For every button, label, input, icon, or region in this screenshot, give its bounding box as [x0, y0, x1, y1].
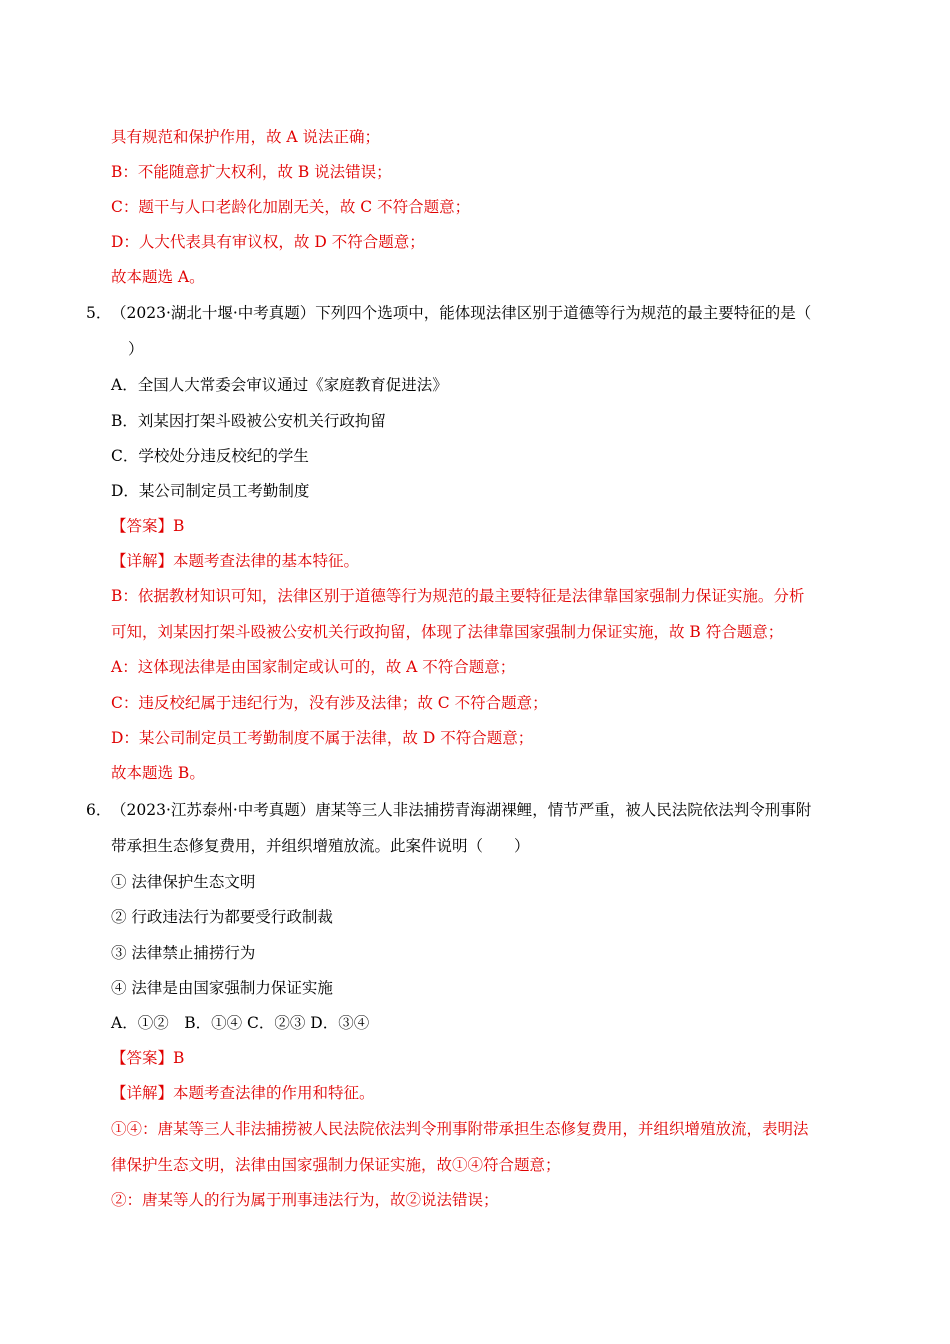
- q6-statement-3: ③ 法律禁止捕捞行为: [111, 944, 256, 962]
- q5-analysis-line-1: B：依据教材知识可知，法律区别于道德等行为规范的最主要特征是法律靠国家强制力保证实施。分析: [111, 587, 805, 605]
- q5-option-c: C．学校处分违反校纪的学生: [111, 447, 309, 465]
- q6-statement-1: ① 法律保护生态文明: [111, 873, 256, 891]
- q5-number: 5．: [86, 304, 112, 322]
- q5-detail: 【详解】本题考查法律的基本特征。: [111, 552, 360, 570]
- q5-analysis-conclusion: 故本题选 B。: [111, 764, 205, 782]
- q6-statement-2: ② 行政违法行为都要受行政制裁: [111, 908, 333, 926]
- q6-statement-4: ④ 法律是由国家强制力保证实施: [111, 979, 333, 997]
- q6-analysis-line-1: ①④：唐某等三人非法捕捞被人民法院依法判令刑事附带承担生态修复费用，并组织增殖放流，表明法: [111, 1120, 809, 1138]
- q5-option-a: A．全国人大常委会审议通过《家庭教育促进法》: [111, 376, 448, 394]
- q6-analysis-line-3: ②：唐某等人的行为属于刑事违法行为，故②说法错误；: [111, 1191, 499, 1209]
- q6-stem-line-1: （2023·江苏泰州·中考真题）唐某等三人非法捕捞青海湖裸鲤，情节严重，被人民法院依法判令刑事附: [111, 801, 812, 819]
- q5-stem-line-2: ）: [128, 340, 144, 358]
- q5-answer: 【答案】B: [111, 517, 185, 535]
- q6-detail: 【详解】本题考查法律的作用和特征。: [111, 1084, 375, 1102]
- q5-option-d: D．某公司制定员工考勤制度: [111, 482, 310, 500]
- q6-answer: 【答案】B: [111, 1049, 185, 1067]
- prev-analysis-line-2: B：不能随意扩大权利，故 B 说法错误；: [111, 163, 392, 181]
- q6-number: 6．: [86, 801, 112, 819]
- q5-analysis-line-3: A：这体现法律是由国家制定或认可的，故 A 不符合题意；: [111, 658, 516, 676]
- prev-analysis-line-4: D：人大代表具有审议权，故 D 不符合题意；: [111, 233, 425, 251]
- q6-stem-line-2: 带承担生态修复费用，并组织增殖放流。此案件说明（ ）: [111, 837, 530, 855]
- prev-analysis-line-1: 具有规范和保护作用，故 A 说法正确；: [111, 128, 381, 146]
- q5-analysis-line-2: 可知，刘某因打架斗殴被公安机关行政拘留，体现了法律靠国家强制力保证实施，故 B 符合题意；: [111, 623, 784, 641]
- q5-option-b: B．刘某因打架斗殴被公安机关行政拘留: [111, 412, 386, 430]
- q6-options: A．①② B．①④ C．②③ D．③④: [111, 1014, 370, 1032]
- q5-stem-line-1: （2023·湖北十堰·中考真题）下列四个选项中，能体现法律区别于道德等行为规范的最主要特征的是（: [111, 304, 812, 322]
- q5-analysis-line-4: C：违反校纪属于违纪行为，没有涉及法律；故 C 不符合题意；: [111, 694, 548, 712]
- q6-analysis-line-2: 律保护生态文明，法律由国家强制力保证实施，故①④符合题意；: [111, 1156, 561, 1174]
- prev-analysis-line-3: C：题干与人口老龄化加剧无关，故 C 不符合题意；: [111, 198, 471, 216]
- q5-analysis-line-5: D：某公司制定员工考勤制度不属于法律，故 D 不符合题意；: [111, 729, 534, 747]
- prev-analysis-conclusion: 故本题选 A。: [111, 268, 205, 286]
